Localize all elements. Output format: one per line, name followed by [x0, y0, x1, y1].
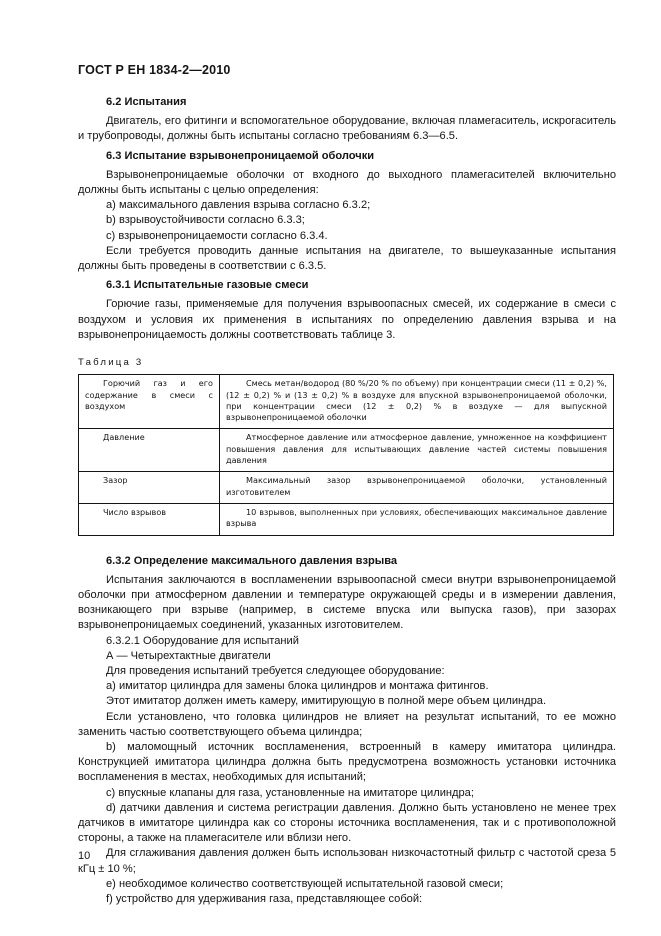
- paragraph: Испытания заключаются в воспламенении взрывоопасной смеси внутри взрывонепроницаемой оболочки при атмосферном давлении и температуре окружающей среды и в измерении давления, возникающего при взрыве (например, в системе впуска или выпуска газов), при зазорах взрывонепроницаемых соединений, указанных изготовителем.: [78, 573, 616, 632]
- list-item: b) маломощный источник воспламенения, встроенный в камеру имитатора цилиндра. Конструкцией имитатора цилиндра должна быть предусмотрена возможность установки источника воспламенения в местах, необходимых для испытаний;: [78, 740, 616, 784]
- table-cell-param: Горючий газ и его содержание в смеси с воздухом: [79, 375, 220, 429]
- list-item: d) датчики давления и система регистрации давления. Должно быть установлено не менее трех датчиков в имитаторе цилиндра как со стороны источника воспламенения, так и с противоположной стороны, а также на пламегасителе или вблизи него.: [78, 801, 616, 845]
- subheading: А — Четырехтактные двигатели: [106, 649, 271, 662]
- paragraph: Двигатель, его фитинги и вспомогательное оборудование, включая пламегаситель, искрогаситель и трубопроводы, должны быть испытаны согласно требованиям 6.3—6.5.: [78, 115, 616, 143]
- table-cell-value: Атмосферное давление или атмосферное давление, умноженное на коэффициент повышения давления для испытывающих давление частей системы повышения давления: [220, 429, 614, 472]
- paragraph: Взрывонепроницаемые оболочки от входного до выходного пламегасителей включительно должны быть испытаны с целью определения:: [78, 168, 616, 197]
- list-item: e) необходимое количество соответствующей испытательной газовой смеси;: [106, 877, 504, 890]
- list-item: а) максимального давления взрыва согласно 6.3.2;: [106, 199, 371, 212]
- paragraph: Для проведения испытаний требуется следующее оборудование:: [106, 664, 445, 677]
- table-cell-value: Максимальный зазор взрывонепроницаемой оболочки, установленный изготовителем: [220, 472, 614, 504]
- table-row: [79, 429, 614, 472]
- table-row: [79, 503, 614, 535]
- list-item: b) взрывоустойчивости согласно 6.3.3;: [106, 214, 305, 227]
- list-item: c) впускные клапаны для газа, установленные на имитаторе цилиндра;: [106, 786, 474, 799]
- table-cell-param: Зазор: [79, 472, 220, 504]
- list-item: а) имитатор цилиндра для замены блока цилиндров и монтажа фитингов.: [106, 680, 489, 693]
- page-number: 10: [78, 850, 91, 862]
- paragraph: Если установлено, что головка цилиндров не влияет на результат испытаний, то ее можно заменить частью соответствующего объема цилиндра;: [78, 710, 616, 738]
- standard-header: ГОСТ Р ЕН 1834-2—2010: [78, 63, 231, 77]
- paragraph: Горючие газы, применяемые для получения взрывоопасных смесей, их содержание в смеси с воздухом и условия их применения в испытаниях по определению давления взрыва и на взрывонепроницаемость должны соответствовать таблице 3.: [78, 298, 616, 341]
- table-cell-value: Смесь метан/водород (80 %/20 % по объему) при концентрации смеси (11 ± 0,2) %, (12 ± 0,2) % и (13 ± 0,2) % в воздухе для впускной взрывонепроницаемой оболочки, при концентрации смеси (12 ± 0,2) % в воздухе — для выпускной взрывонепроницаемой оболочки: [220, 375, 614, 429]
- table-caption: Таблица 3: [78, 357, 144, 369]
- list-item: f) устройство для удерживания газа, представляющее собой:: [106, 892, 423, 905]
- heading-6-2: 6.2 Испытания: [106, 96, 187, 108]
- table-cell-value: 10 взрывов, выполненных при условиях, обеспечивающих максимальное давление взрыва: [220, 503, 614, 535]
- table-cell-param: Давление: [79, 429, 220, 472]
- heading-6-3-2-1: 6.3.2.1 Оборудование для испытаний: [106, 634, 299, 647]
- heading-6-3: 6.3 Испытание взрывонепроницаемой оболочки: [106, 149, 375, 162]
- heading-6-3-2: 6.3.2 Определение максимального давления взрыва: [106, 554, 398, 567]
- paragraph: Для сглаживания давления должен быть использован низкочастотный фильтр с частотой среза 5 кГц ± 10 %;: [78, 847, 616, 875]
- table-cell-param: Число взрывов: [79, 503, 220, 535]
- table-row: [79, 472, 614, 504]
- paragraph: Если требуется проводить данные испытания на двигателе, то вышеуказанные испытания должны быть проведены в соответствии с 6.3.5.: [78, 244, 616, 273]
- document-body: [78, 95, 616, 907]
- heading-6-3-1: 6.3.1 Испытательные газовые смеси: [106, 279, 309, 292]
- table-3: [78, 374, 614, 535]
- paragraph: Этот имитатор должен иметь камеру, имитирующую в полной мере объем цилиндра.: [106, 695, 547, 708]
- list-item: c) взрывонепроницаемости согласно 6.3.4.: [106, 229, 328, 242]
- table-row: [79, 375, 614, 429]
